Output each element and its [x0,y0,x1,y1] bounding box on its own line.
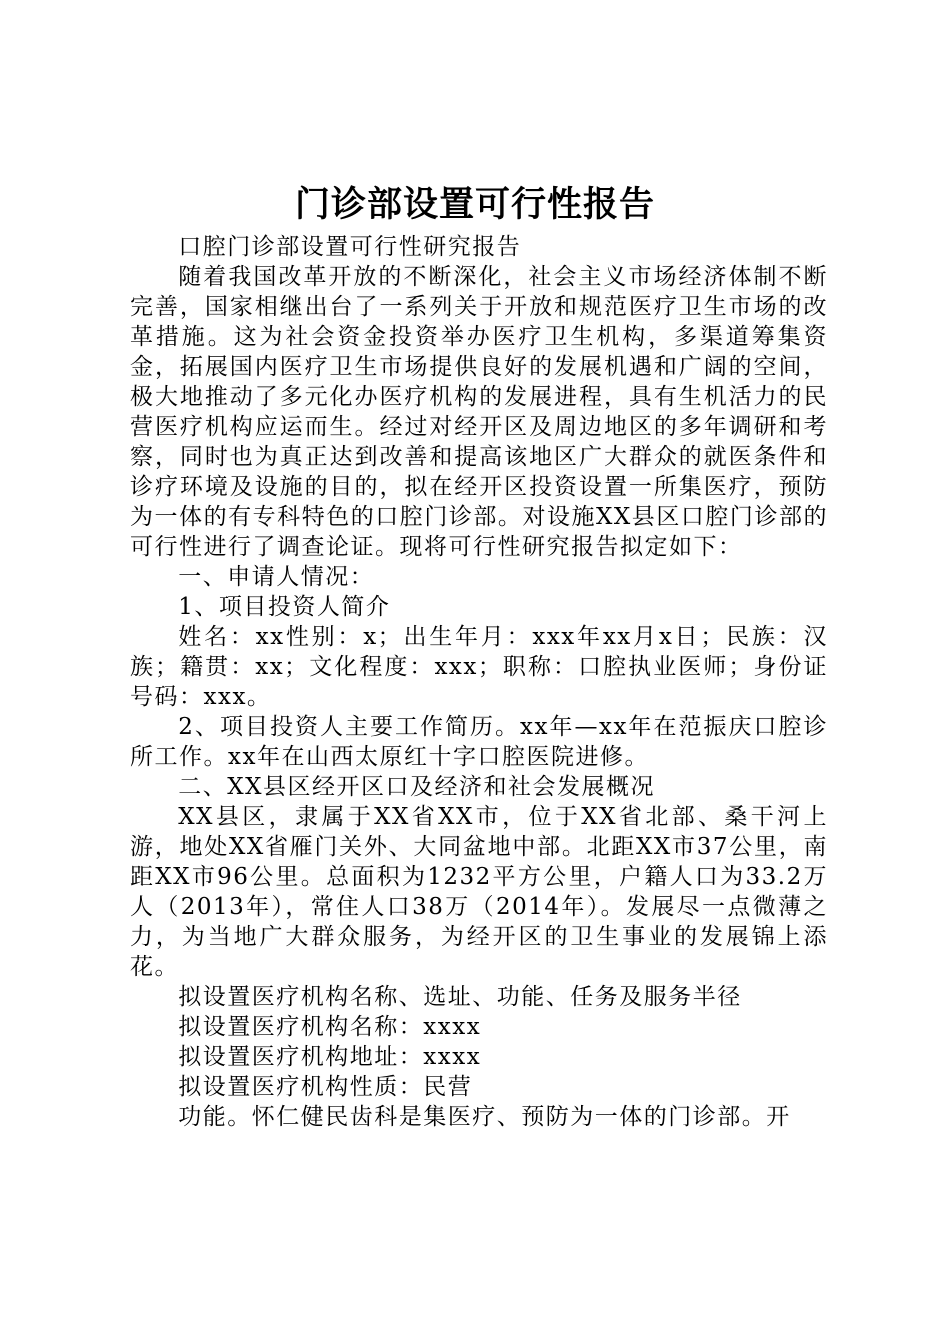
paragraph-introduction: 随着我国改革开放的不断深化，社会主义市场经济体制不断完善，国家相继出台了一系列关于开放和规范医疗卫生市场的改革措施。这为社会资金投资举办医疗卫生机构，多渠道筹集资金，拓展国内医疗卫生市场提供良好的发展机遇和广阔的空间，极大地推动了多元化办医疗机构的发展进程，具有生机活力的民营医疗机构应运而生。经过对经开区及周边地区的多年调研和考察，同时也为真正达到改善和提高该地区广大群众的就医条件和诊疗环境及设施的目的，拟在经开区投资设置一所集医疗，预防为一体的有专科特色的口腔门诊部。对设施XX县区口腔门诊部的可行性进行了调查论证。现将可行性研究报告拟定如下： [130,264,828,560]
paragraph-subtitle: 口腔门诊部设置可行性研究报告 [178,234,522,260]
paragraph-institution-address: 拟设置医疗机构地址：xxxx [178,1044,482,1070]
section-heading-overview: 二、XX县区经开区口及经济和社会发展概况 [178,774,656,800]
subsection-heading-investor: 1、项目投资人简介 [178,594,391,620]
paragraph-county-overview: XX县区，隶属于XX省XX市，位于XX省北部、桑干河上游，地处XX省雁门关外、大同盆地中部。北距XX市37公里，南距XX市96公里。总面积为1232平方公里，户籍人口为33.2万人（2013年），常住人口38万（2014年）。发展尽一点微薄之力，为当地广大群众服务，为经开区的卫生事业的发展锦上添花。 [130,804,828,980]
document-body [130,232,828,1132]
section-heading-applicant: 一、申请人情况： [178,564,375,590]
paragraph-institution-heading: 拟设置医疗机构名称、选址、功能、任务及服务半径 [178,984,742,1010]
document-title: 门诊部设置可行性报告 [294,184,655,225]
paragraph-investor-details: 姓名：xx性别：x；出生年月：xxx年xx月x日；民族：汉族；籍贯：xx；文化程度：xxx；职称：口腔执业医师；身份证号码：xxx。 [130,624,828,710]
paragraph-work-history: 2、项目投资人主要工作简历。xx年—xx年在范振庆口腔诊所工作。xx年在山西太原红十字口腔医院进修。 [130,714,828,770]
paragraph-function: 功能。怀仁健民齿科是集医疗、预防为一体的门诊部。开 [178,1104,791,1130]
paragraph-institution-name: 拟设置医疗机构名称：xxxx [178,1014,482,1040]
paragraph-institution-nature: 拟设置医疗机构性质：民营 [178,1074,473,1100]
